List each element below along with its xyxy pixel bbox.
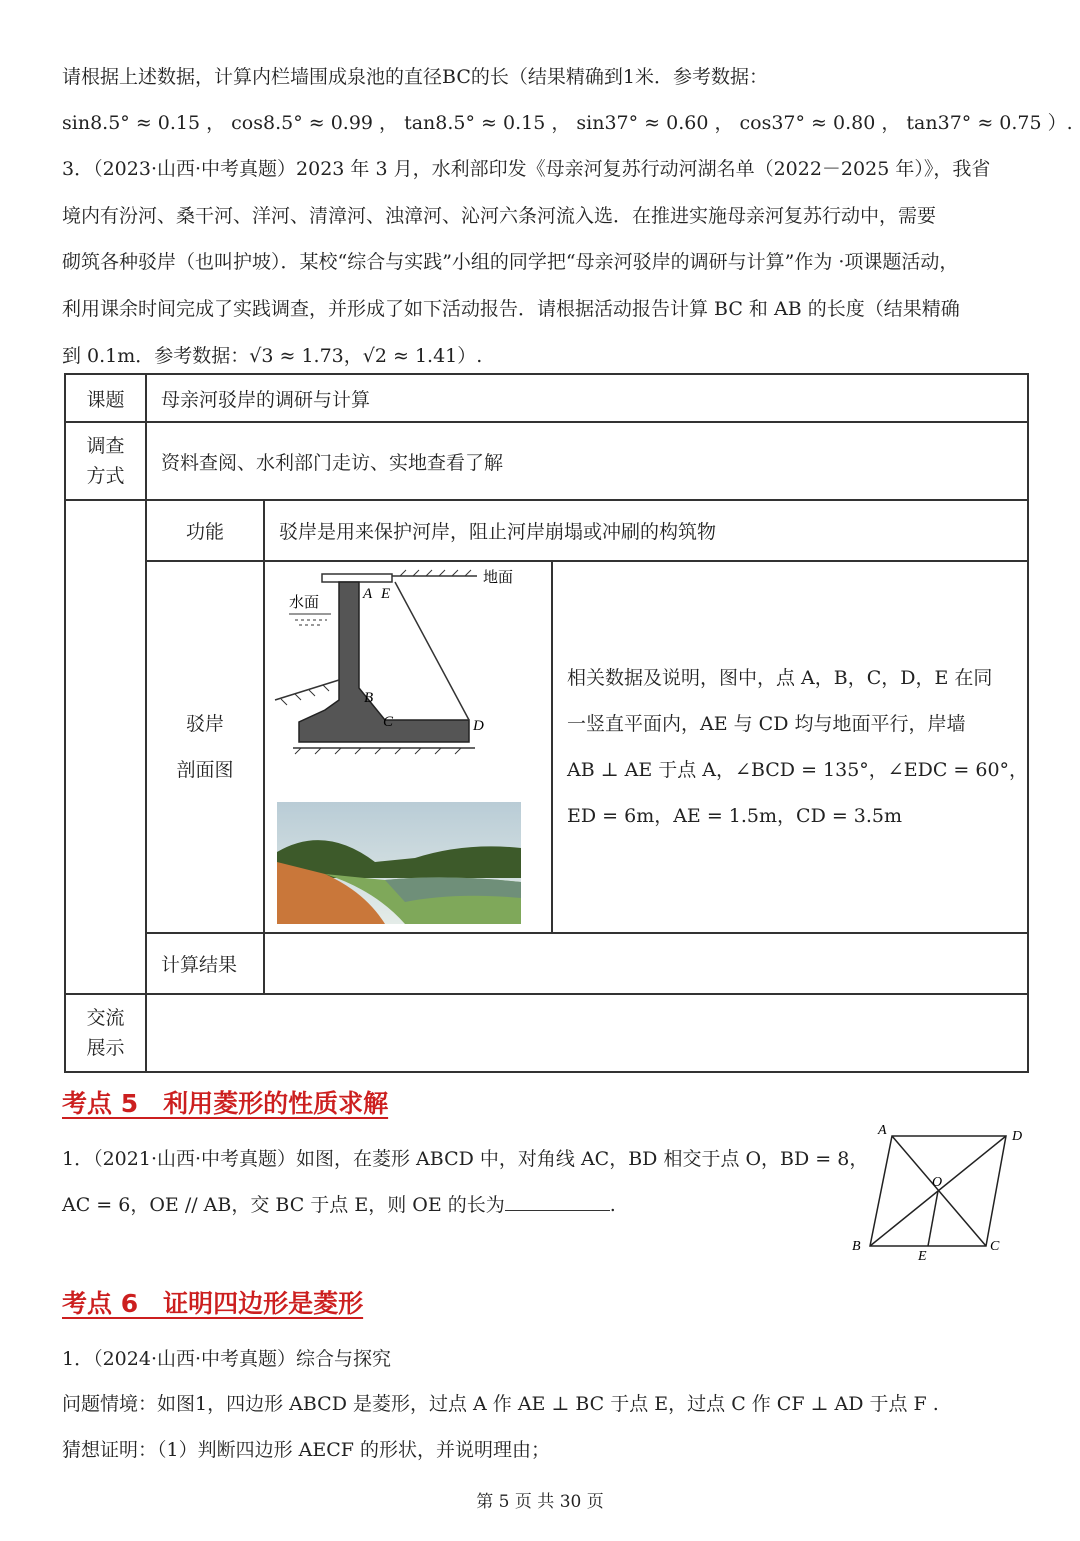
answer-blank[interactable] bbox=[505, 1192, 610, 1211]
result-value bbox=[264, 933, 1028, 994]
method-label: 调查 方式 bbox=[65, 422, 146, 500]
description-line-4: ED = 6m，AE = 1.5m，CD = 3.5m bbox=[567, 805, 903, 827]
topic-value: 母亲河驳岸的调研与计算 bbox=[146, 374, 1028, 422]
topic6-line-2: 问题情境：如图1，四边形 ABCD 是菱形，过点 A 作 AE ⊥ BC 于点 E，过点 C 作 CF ⊥ AD 于点 F . bbox=[62, 1393, 939, 1415]
description-line-3: AB ⊥ AE 于点 A，∠BCD = 135°，∠EDC = 60°， bbox=[567, 759, 1029, 781]
rhombus-O-label: O bbox=[932, 1175, 943, 1190]
topic5-line-2-text: AC = 6，OE // AB，交 BC 于点 E，则 OE 的长为 bbox=[62, 1194, 505, 1216]
function-value: 驳岸是用来保护河岸，阻止河岸崩塌或冲刷的构筑物 bbox=[264, 500, 1028, 561]
q3-line-5: 到 0.1m．参考数据：√3 ≈ 1.73，√2 ≈ 1.41）. bbox=[62, 345, 483, 367]
topic5-line-2-end: . bbox=[609, 1194, 616, 1216]
rhombus-B-label: B bbox=[852, 1239, 861, 1254]
water-label: 水面 bbox=[289, 593, 320, 611]
description-line-2: 一竖直平面内，AE 与 CD 均与地面平行，岸墙 bbox=[567, 713, 966, 735]
activity-report-table bbox=[64, 373, 1029, 1073]
rhombus-C-label: C bbox=[990, 1239, 1000, 1254]
point-D-label: D bbox=[473, 718, 484, 734]
page-footer: 第 5 页 共 30 页 bbox=[476, 1492, 604, 1512]
point-A-label: A bbox=[363, 586, 373, 602]
topic-5-heading: 考点 5 利用菱形的性质求解 bbox=[62, 1089, 389, 1118]
empty-left-cell bbox=[65, 500, 146, 994]
section-description-cell bbox=[552, 561, 1028, 933]
revetment-cross-section-diagram bbox=[265, 562, 553, 932]
rhombus-figure bbox=[846, 1118, 1036, 1268]
ground-label: 地面 bbox=[483, 568, 514, 586]
topic-label: 课题 bbox=[65, 374, 146, 422]
section-label: 驳岸 剖面图 bbox=[146, 561, 264, 933]
q3-line-1: 3．（2023·山西·中考真题）2023 年 3 月，水利部印发《母亲河复苏行动河湖名单（2022－2025 年）》，我省 bbox=[62, 158, 991, 180]
riverbank-photo bbox=[277, 802, 521, 924]
q3-line-3: 砌筑各种驳岸（也叫护坡）．某校“综合与实践”小组的同学把“母亲河驳岸的调研与计算”作为 ·项课题活动， bbox=[62, 251, 959, 273]
topic6-line-3: 猜想证明：（1）判断四边形 AECF 的形状，并说明理由； bbox=[62, 1439, 550, 1461]
exchange-value bbox=[146, 994, 1028, 1072]
point-C-label: C bbox=[383, 714, 394, 730]
topic5-line-2 bbox=[62, 1190, 616, 1217]
description-line-1: 相关数据及说明，图中，点 A，B，C，D，E 在同 bbox=[567, 667, 993, 689]
topic5-line-1: 1．（2021·山西·中考真题）如图，在菱形 ABCD 中，对角线 AC，BD 相交于点 O，BD = 8， bbox=[62, 1148, 869, 1170]
exchange-label: 交流 展示 bbox=[65, 994, 146, 1072]
method-value: 资料查阅、水利部门走访、实地查看了解 bbox=[146, 422, 1028, 500]
section-figure-cell bbox=[264, 561, 552, 933]
function-label: 功能 bbox=[146, 500, 264, 561]
intro-line-1: 请根据上述数据，计算内栏墙围成泉池的直径BC的长（结果精确到1米．参考数据： bbox=[62, 66, 768, 88]
point-B-label: B bbox=[364, 690, 374, 706]
topic6-line-1: 1．（2024·山西·中考真题）综合与探究 bbox=[62, 1348, 392, 1370]
rhombus-D-label: D bbox=[1012, 1129, 1023, 1144]
result-label: 计算结果 bbox=[146, 933, 264, 994]
point-E-label: E bbox=[381, 586, 391, 602]
q3-line-4: 利用课余时间完成了实践调查，并形成了如下活动报告．请根据活动报告计算 BC 和 AB 的长度（结果精确 bbox=[62, 298, 960, 320]
q3-line-2: 境内有汾河、桑干河、洋河、清漳河、浊漳河、沁河六条河流入选．在推进实施母亲河复苏行动中，需要 bbox=[62, 205, 937, 227]
rhombus-A-label: A bbox=[878, 1123, 887, 1138]
topic-6-heading: 考点 6 证明四边形是菱形 bbox=[62, 1289, 364, 1318]
intro-line-2: sin8.5° ≈ 0.15 ， cos8.5° ≈ 0.99 ， tan8.5° ≈ 0.15 ， sin37° ≈ 0.60 ， cos37° ≈ 0.80 ， tan37° ≈ 0.75 ）. bbox=[62, 112, 1073, 134]
rhombus-E-label: E bbox=[918, 1249, 927, 1264]
